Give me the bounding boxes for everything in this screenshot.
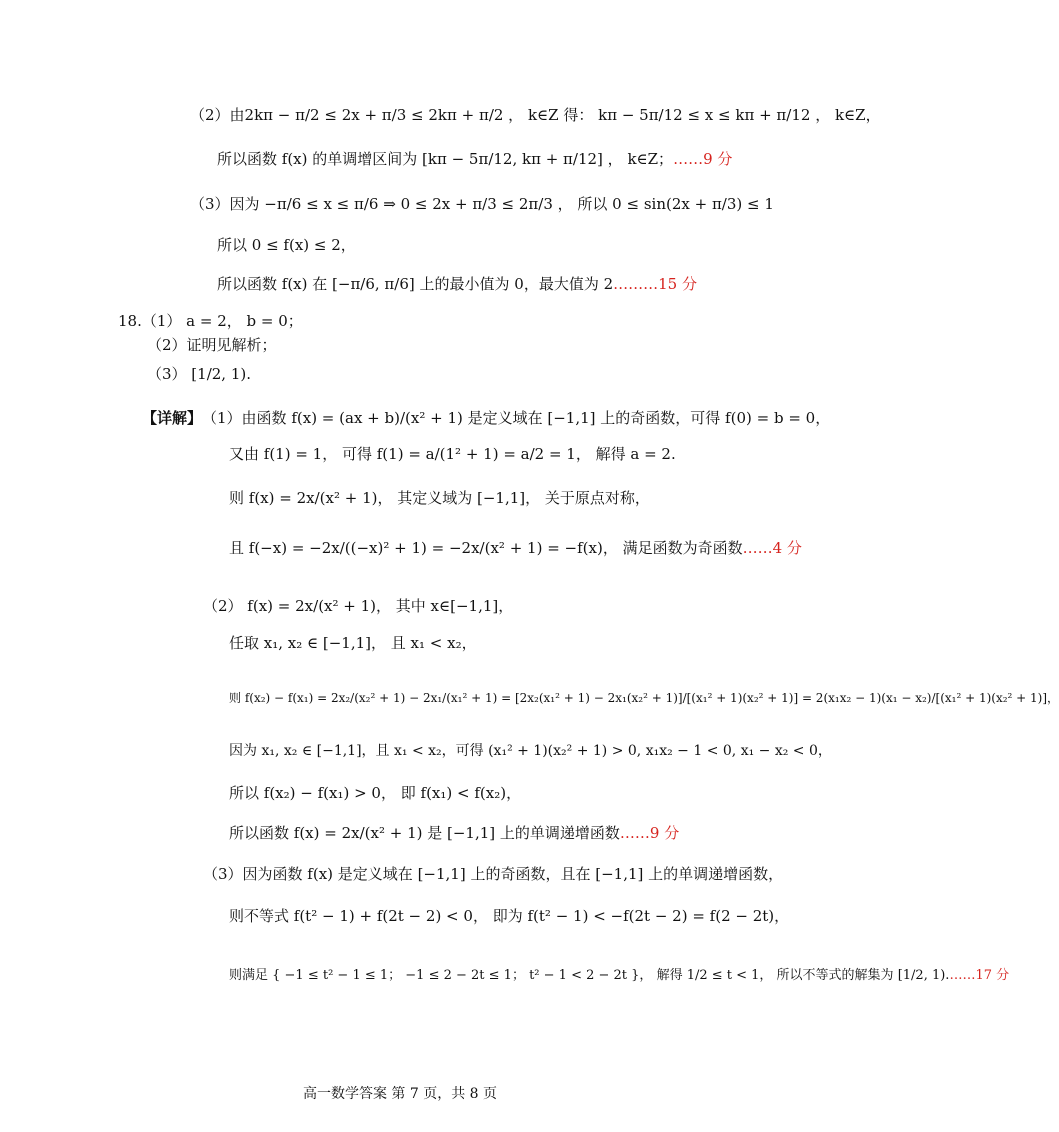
part3-line-1: （3）因为函数 f(x) 是定义域在 [−1,1] 上的奇函数，且在 [−1,1] 上的单调递增函数， <box>203 865 784 883</box>
proof-line-4: 因为 x₁, x₂ ∈ [−1,1]，且 x₁ < x₂，可得 (x₁² + 1)(x₂² + 1) > 0, x₁x₂ − 1 < 0, x₁ − x₂ < 0， <box>229 743 832 759</box>
p17-2-line1: （2）由2kπ − π/2 ≤ 2x + π/3 ≤ 2kπ + π/2 ， k∈Z 得： kπ − 5π/12 ≤ x ≤ kπ + π/12 ， k∈Z， <box>190 106 881 124</box>
proof-line-1: （2） f(x) = 2x/(x² + 1)， 其中 x∈[−1,1]， <box>203 597 514 615</box>
p17-3-line2: 所以 0 ≤ f(x) ≤ 2， <box>217 236 356 254</box>
q18-answer-1: 18.（1） a = 2， b = 0； <box>118 312 303 330</box>
proof-line-5: 所以 f(x₂) − f(x₁) > 0， 即 f(x₁) < f(x₂)， <box>229 784 522 802</box>
p17-2-line2: 所以函数 f(x) 的单调增区间为 [kπ − 5π/12, kπ + π/12] ， k∈Z； ……9 分 <box>217 150 733 168</box>
p17-3-line1: （3）因为 −π/6 ≤ x ≤ π/6 ⇒ 0 ≤ 2x + π/3 ≤ 2π/3 ， 所以 0 ≤ sin(2x + π/3) ≤ 1 <box>190 195 774 213</box>
detail-line-2: 又由 f(1) = 1， 可得 f(1) = a/(1² + 1) = a/2 = 1， 解得 a = 2. <box>229 445 676 463</box>
page-footer: 高一数学答案 第 7 页，共 8 页 <box>302 1086 498 1102</box>
proof-line-6: 所以函数 f(x) = 2x/(x² + 1) 是 [−1,1] 上的单调递增函数 ……9 分 <box>229 824 680 842</box>
proof-line-3: 则 f(x₂) − f(x₁) = 2x₂/(x₂² + 1) − 2x₁/(x₁² + 1) = [2x₂(x₁² + 1) − 2x₁(x₂² + 1)]/[(x₁² + 1)(x₂² + 1)] = 2(x₁x₂ − 1)(x₁ − x₂)/[(x₁² + 1)(x₂² + 1)]， <box>229 691 1059 705</box>
part3-line-2: 则不等式 f(t² − 1) + f(2t − 2) < 0， 即为 f(t² − 1) < −f(2t − 2) = f(2 − 2t)， <box>229 907 790 925</box>
score-4: ……4 分 <box>742 539 802 557</box>
p17-3-line3: 所以函数 f(x) 在 [−π/6, π/6] 上的最小值为 0，最大值为 2 ………15 分 <box>217 275 697 293</box>
proof-line-2: 任取 x₁, x₂ ∈ [−1,1]， 且 x₁ < x₂， <box>229 634 477 652</box>
score-17: ……17 分 <box>949 968 1010 983</box>
detail-line-3: 则 f(x) = 2x/(x² + 1)， 其定义域为 [−1,1]， 关于原点对称， <box>229 489 650 507</box>
q18-answer-2: （2）证明见解析； <box>147 336 277 354</box>
q18-answer-3: （3） [1/2, 1). <box>147 365 252 383</box>
score-15: ………15 分 <box>613 275 697 293</box>
detail-line-4: 且 f(−x) = −2x/((−x)² + 1) = −2x/(x² + 1) = −f(x)， 满足函数为奇函数 ……4 分 <box>229 539 802 557</box>
score-9b: ……9 分 <box>619 824 680 842</box>
score-9: ……9 分 <box>673 150 733 168</box>
detail-tag: 【详解】 <box>142 409 203 427</box>
detail-line-1: 【详解】 （1）由函数 f(x) = (ax + b)/(x² + 1) 是定义域在 [−1,1] 上的奇函数，可得 f(0) = b = 0， <box>142 409 831 427</box>
part3-line-3: 则满足 { −1 ≤ t² − 1 ≤ 1； −1 ≤ 2 − 2t ≤ 1； t² − 1 < 2 − 2t }， 解得 1/2 ≤ t < 1， 所以不等式的解集为 [1/2, 1). ……17 分 <box>229 966 1009 986</box>
